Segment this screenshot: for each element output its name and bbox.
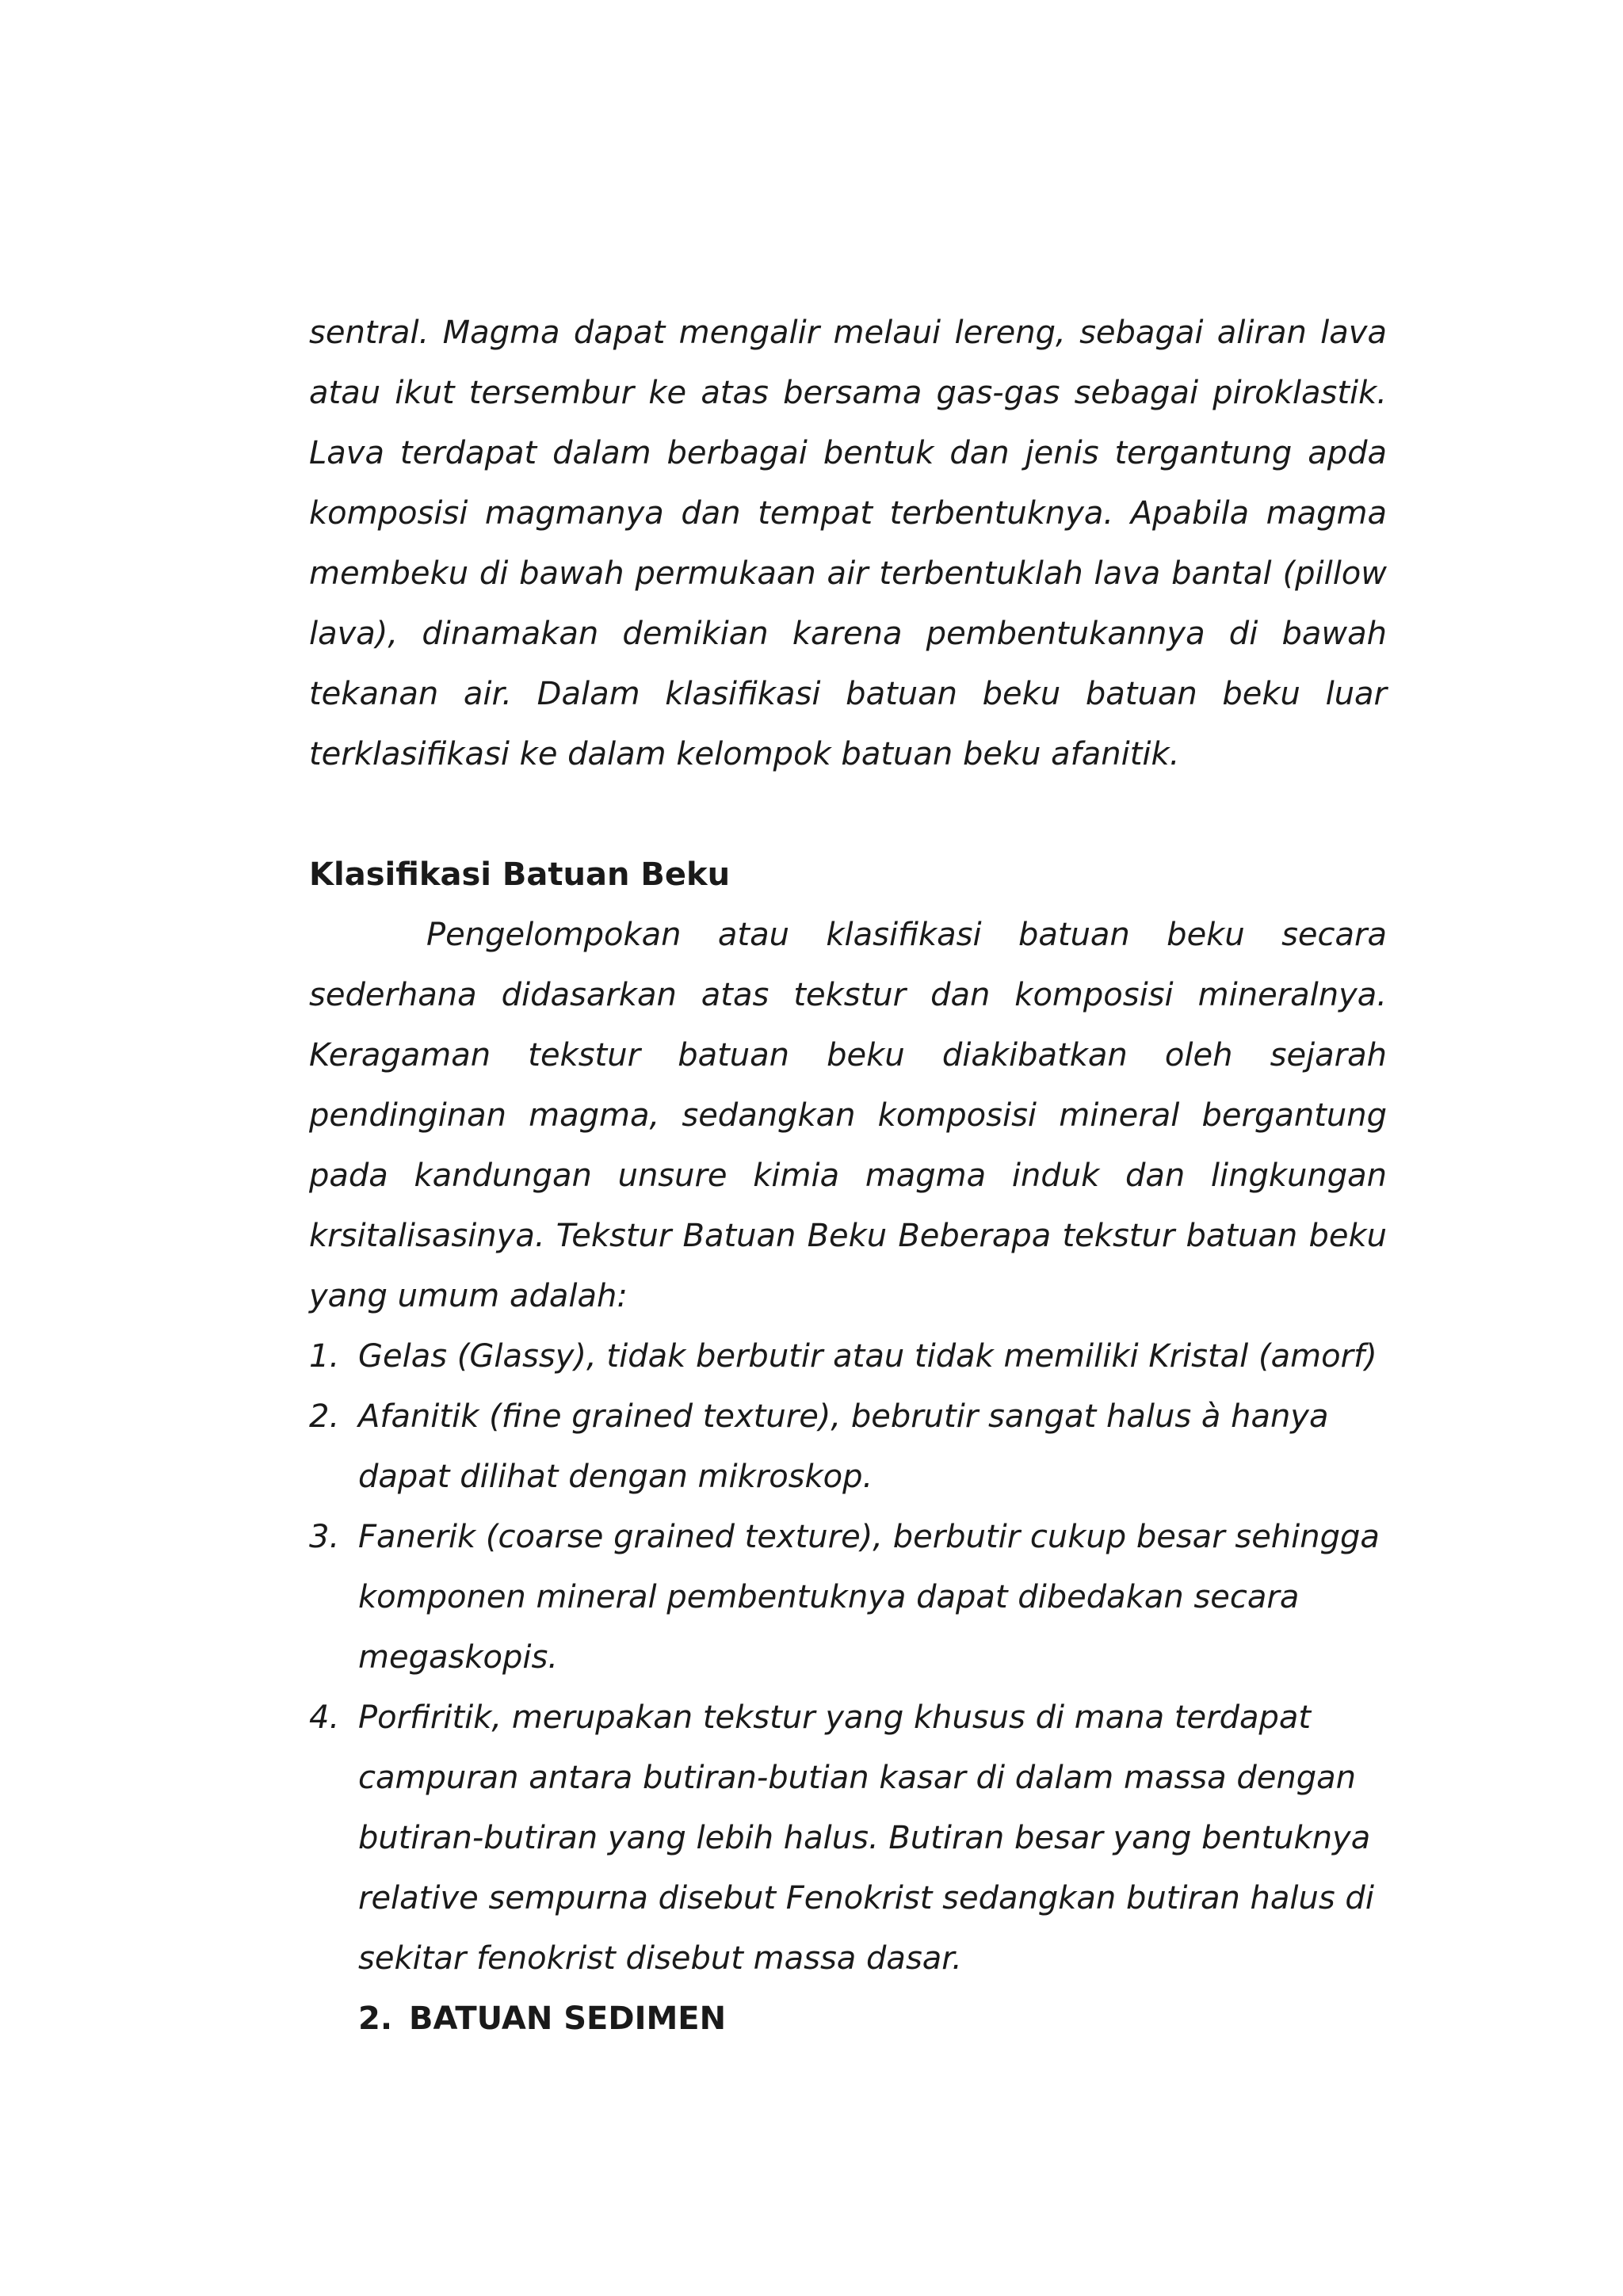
paragraph-line: komposisi magmanya dan tempat terbentuknya. Apabila magma (309, 495, 1387, 532)
paragraph-line: Lava terdapat dalam berbagai bentuk dan jenis tergantung apda (309, 435, 1387, 471)
paragraph-line: lava), dinamakan demikian karena pembentukannya di bawah (309, 616, 1387, 652)
list-item-text: relative sempurna disebut Fenokrist sedangkan butiran halus di (358, 1880, 1374, 1917)
paragraph-line: pendinginan magma, sedangkan komposisi mineral bergantung (309, 1097, 1387, 1134)
list-item-text: dapat dilihat dengan mikroskop. (358, 1459, 873, 1495)
paragraph-line: membeku di bawah permukaan air terbentuklah lava bantal (pillow (309, 555, 1387, 592)
paragraph-line: Pengelompokan atau klasifikasi batuan beku secara (426, 917, 1387, 953)
list-item-text: Fanerik (coarse grained texture), berbutir cukup besar sehingga (358, 1519, 1380, 1555)
section-number: 2. (358, 2000, 393, 2037)
list-item-text: sekitar fenokrist disebut massa dasar. (358, 1940, 962, 1977)
list-item-text: butiran-butiran yang lebih halus. Butiran besar yang bentuknya (358, 1820, 1371, 1856)
paragraph-line: pada kandungan unsure kimia magma induk dan lingkungan (309, 1158, 1387, 1194)
list-item-number: 1. (309, 1338, 340, 1375)
list-item-text: Gelas (Glassy), tidak berbutir atau tidak memiliki Kristal (amorf) (358, 1338, 1377, 1375)
list-item-number: 2. (309, 1398, 340, 1435)
paragraph-line: terklasifikasi ke dalam kelompok batuan beku afanitik. (309, 736, 1180, 772)
paragraph-line: Keragaman tekstur batuan beku diakibatkan oleh sejarah (309, 1037, 1387, 1074)
section-heading: Klasifikasi Batuan Beku (309, 856, 731, 893)
list-item-text: campuran antara butiran-butian kasar di dalam massa dengan (358, 1760, 1356, 1796)
paragraph-line: atau ikut tersembur ke atas bersama gas-gas sebagai piroklastik. (309, 375, 1387, 411)
list-item-text: Porfiritik, merupakan tekstur yang khusus di mana terdapat (358, 1699, 1312, 1736)
list-item-number: 3. (309, 1519, 340, 1555)
paragraph-line: tekanan air. Dalam klasifikasi batuan beku batuan beku luar (309, 676, 1387, 712)
section-title: BATUAN SEDIMEN (409, 2000, 727, 2037)
paragraph-line: sederhana didasarkan atas tekstur dan komposisi mineralnya. (309, 977, 1387, 1013)
list-item-text: megaskopis. (358, 1639, 559, 1676)
list-item-number: 4. (309, 1699, 340, 1736)
paragraph-line: krsitalisasinya. Tekstur Batuan Beku Beberapa tekstur batuan beku (309, 1218, 1387, 1254)
paragraph-line: yang umum adalah: (309, 1278, 628, 1314)
list-item-text: Afanitik (fine grained texture), bebrutir sangat halus à hanya (358, 1398, 1329, 1435)
paragraph-line: sentral. Magma dapat mengalir melaui lereng, sebagai aliran lava (309, 315, 1387, 351)
list-item-text: komponen mineral pembentuknya dapat dibedakan secara (358, 1579, 1300, 1615)
